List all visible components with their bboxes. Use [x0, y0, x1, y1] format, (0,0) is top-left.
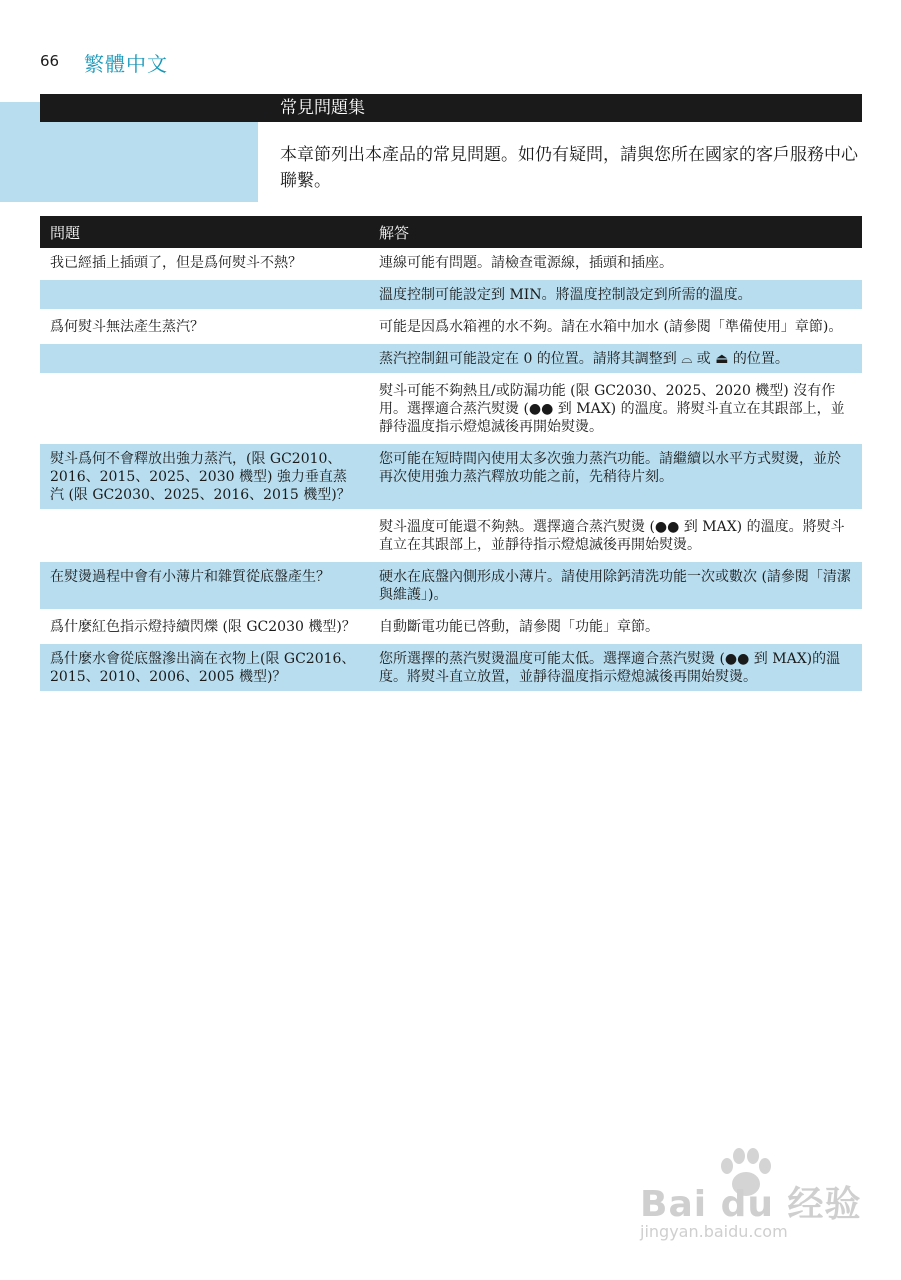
- page-number: 66: [40, 52, 60, 70]
- table-row: [40, 343, 862, 375]
- table-row: [40, 643, 862, 693]
- answer-cell: 蒸汽控制鈕可能設定在 0 的位置。請將其調整到 ⌓ 或 ⏏ 的位置。: [369, 343, 862, 375]
- table-row: [40, 511, 862, 561]
- header-question: 問題: [40, 216, 369, 248]
- question-cell: 在熨燙過程中會有小薄片和雜質從底盤產生？: [40, 561, 369, 611]
- baidu-watermark: [640, 1148, 860, 1248]
- question-cell: [40, 375, 369, 443]
- section-title: 常見問題集: [280, 98, 365, 118]
- faq-table: [40, 216, 862, 694]
- question-cell: 爲什麼水會從底盤滲出滴在衣物上(限 GC2016、2015、2010、2006、2005 機型)？: [40, 643, 369, 693]
- watermark-logo: Bai du 经验: [640, 1184, 862, 1225]
- intro-paragraph: 本章節列出本產品的常見問題。如仍有疑問，請與您所在國家的客戶服務中心聯繫。: [280, 145, 858, 191]
- table-row: [40, 311, 862, 343]
- answer-cell: 連線可能有問題。請檢查電源線，插頭和插座。: [369, 248, 862, 279]
- question-cell: 爲什麼紅色指示燈持續閃爍 (限 GC2030 機型)？: [40, 611, 369, 643]
- table-row: [40, 248, 862, 279]
- answer-cell: 熨斗溫度可能還不夠熱。選擇適合蒸汽熨燙 (●● 到 MAX) 的溫度。將熨斗直立在其跟部上，並靜待指示燈熄滅後再開始熨燙。: [369, 511, 862, 561]
- question-cell: 爲何熨斗無法產生蒸汽？: [40, 311, 369, 343]
- answer-cell: 可能是因爲水箱裡的水不夠。請在水箱中加水 (請參閱「準備使用」章節)。: [369, 311, 862, 343]
- answer-cell: 熨斗可能不夠熱且/或防漏功能 (限 GC2030、2025、2020 機型) 沒有作用。選擇適合蒸汽熨燙 (●● 到 MAX) 的溫度。將熨斗直立在其跟部上，並靜待溫度指示燈熄滅後再開始熨燙。: [369, 375, 862, 443]
- answer-cell: 自動斷電功能已啓動，請參閱「功能」章節。: [369, 611, 862, 643]
- language-title: 繁體中文: [84, 52, 168, 76]
- question-cell: [40, 343, 369, 375]
- table-row: [40, 375, 862, 443]
- table-row: [40, 561, 862, 611]
- header-answer: 解答: [369, 216, 862, 248]
- question-cell: 熨斗爲何不會釋放出強力蒸汽，(限 GC2010、2016、2015、2025、2030 機型) 強力垂直蒸汽 (限 GC2030、2025、2016、2015 機型)？: [40, 443, 369, 511]
- table-row: [40, 279, 862, 311]
- question-cell: [40, 511, 369, 561]
- answer-cell: 您可能在短時間內使用太多次強力蒸汽功能。請繼續以水平方式熨燙，並於再次使用強力蒸汽釋放功能之前，先稍待片刻。: [369, 443, 862, 511]
- table-row: [40, 443, 862, 511]
- question-cell: 我已經插上插頭了，但是爲何熨斗不熱？: [40, 248, 369, 279]
- answer-cell: 您所選擇的蒸汽熨燙溫度可能太低。選擇適合蒸汽熨燙 (●● 到 MAX)的溫度。將熨斗直立放置，並靜待溫度指示燈熄滅後再開始熨燙。: [369, 643, 862, 693]
- answer-cell: 溫度控制可能設定到 MIN。將溫度控制設定到所需的溫度。: [369, 279, 862, 311]
- question-cell: [40, 279, 369, 311]
- answer-cell: 硬水在底盤內側形成小薄片。請使用除鈣清洗功能一次或數次 (請參閱「清潔與維護」)。: [369, 561, 862, 611]
- watermark-url: jingyan.baidu.com: [640, 1222, 788, 1241]
- section-title-bar: [40, 94, 862, 122]
- table-row: [40, 611, 862, 643]
- faq-header-row: [40, 216, 862, 248]
